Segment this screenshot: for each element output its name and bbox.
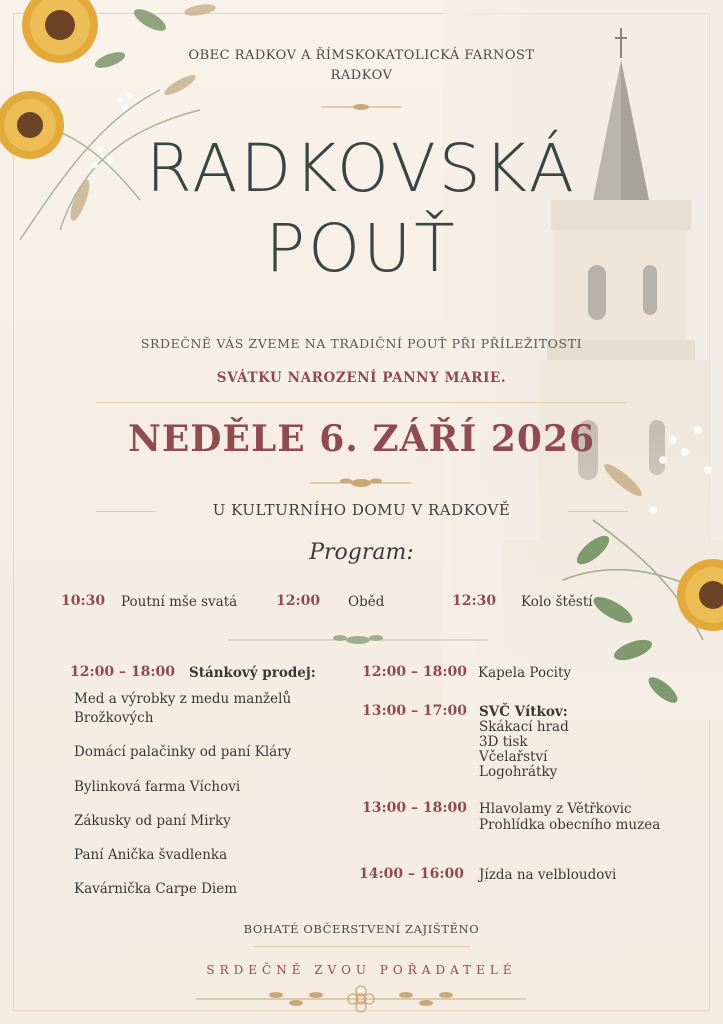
page-title-line1: RADKOVSKÁ: [146, 130, 577, 207]
invitation-line1: SRDEČNĚ VÁS ZVEME NA TRADIČNÍ POUŤ PŘI PŘÍLEŽITOSTI: [140, 336, 583, 351]
program-item: Kapela Pocity: [478, 665, 572, 681]
program-item: Logohrátky: [479, 764, 558, 780]
organizers-line1: OBEC RADKOV A ŘÍMSKOKATOLICKÁ FARNOST: [188, 48, 535, 63]
leaf-ornament-icon: [311, 476, 411, 490]
program-time: 13:00 – 18:00: [362, 800, 468, 816]
program-item: Jízda na velbloudovi: [479, 867, 617, 883]
program-item: Oběd: [348, 594, 385, 610]
program-item: Prohlídka obecního muzea: [479, 817, 661, 833]
program-time: 12:00: [276, 593, 321, 609]
divider: [254, 946, 470, 947]
program-item: Poutní mše svatá: [121, 594, 238, 610]
signoff: SRDEČNĚ ZVOU POŘADATELÉ: [206, 963, 517, 977]
program-time: 12:00 – 18:00: [362, 664, 468, 680]
program-time: 10:30: [61, 593, 106, 609]
page-title-line2: POUŤ: [265, 210, 458, 287]
program-heading: Program:: [309, 540, 414, 565]
list-item: Kavárnička Carpe Diem: [74, 881, 238, 897]
program-item: Kolo štěstí: [521, 594, 593, 610]
program-item: 3D tisk: [479, 734, 528, 750]
list-item: Bylinková farma Víchovi: [74, 779, 241, 795]
stalls-heading: Stánkový prodej:: [189, 665, 316, 681]
leaf-ornament-icon: [321, 100, 401, 114]
leaf-ornament-icon: [228, 632, 488, 648]
event-date: NEDĚLE 6. ZÁŘÍ 2026: [127, 418, 596, 460]
program-item-heading: SVČ Vítkov:: [479, 704, 568, 720]
program-time: 14:00 – 16:00: [359, 866, 465, 882]
refreshments-note: BOHATÉ OBČERSTVENÍ ZAJIŠTĚNO: [243, 922, 480, 936]
flower-ornament-icon: [196, 984, 526, 1014]
list-item: Med a výrobky z medu manželů: [74, 691, 292, 707]
program-time: 12:30: [452, 593, 497, 609]
event-place: U KULTURNÍHO DOMU V RADKOVĚ: [212, 501, 511, 519]
list-item: Brožkových: [74, 710, 154, 726]
list-item: Paní Anička švadlenka: [74, 847, 228, 863]
list-item: Domácí palačinky od paní Kláry: [74, 744, 292, 760]
divider: [96, 402, 626, 403]
program-item: Hlavolamy z Větřkovic: [479, 801, 632, 817]
organizers: [0, 46, 723, 86]
program-time: 13:00 – 17:00: [362, 703, 468, 719]
list-item: Zákusky od paní Mirky: [74, 813, 231, 829]
program-item: Skákací hrad: [479, 719, 569, 735]
stalls-time: 12:00 – 18:00: [70, 664, 176, 680]
invitation-line2: SVÁTKU NAROZENÍ PANNY MARIE.: [216, 370, 507, 386]
program-item: Včelařství: [479, 749, 548, 765]
organizers-line2: RADKOV: [330, 68, 393, 83]
